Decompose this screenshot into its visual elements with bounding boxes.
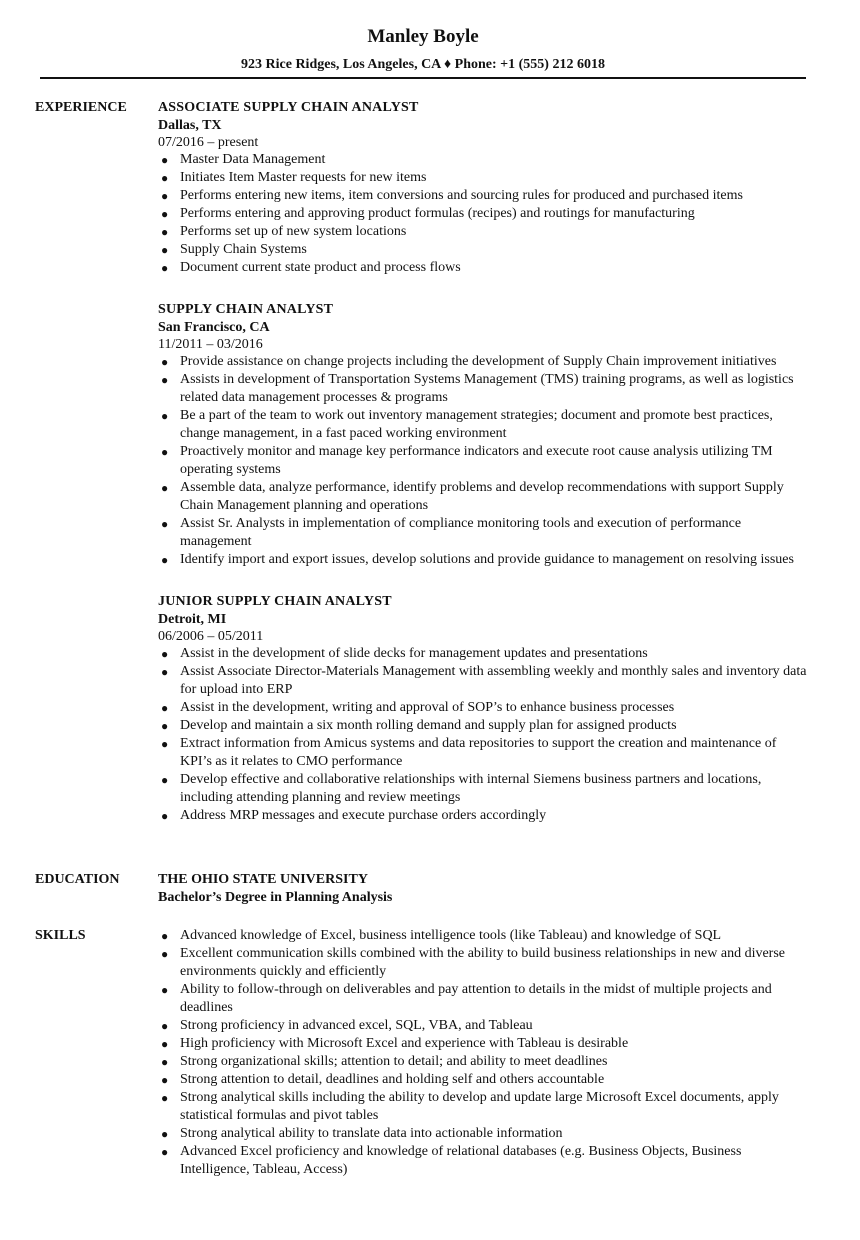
bullet-icon: ●: [161, 983, 169, 997]
list-item: ● Assemble data, analyze performance, identify problems and develop recommendations with support Supply Chain Management planning and operations: [161, 480, 784, 513]
education-body: [158, 871, 810, 907]
list-item: ● Strong proficiency in advanced excel, SQL, VBA, and Tableau: [161, 1018, 533, 1033]
job-bullets: [158, 645, 810, 825]
job-entry: [158, 301, 810, 569]
list-item: ● Advanced knowledge of Excel, business intelligence tools (like Tableau) and knowledge of SQL: [161, 928, 722, 943]
bullet-icon: ●: [161, 207, 169, 221]
list-item: ● Performs entering and approving product formulas (recipes) and routings for manufacturing: [161, 206, 695, 221]
bullet-icon: ●: [161, 1091, 169, 1105]
list-item: ● Master Data Management: [161, 152, 326, 167]
bullet-icon: ●: [161, 665, 169, 679]
bullet-icon: ●: [161, 1037, 169, 1051]
list-item: ● Address MRP messages and execute purchase orders accordingly: [161, 808, 547, 823]
bullet-icon: ●: [161, 409, 169, 423]
degree-name: Bachelor’s Degree in Planning Analysis: [158, 890, 393, 905]
list-item: ● Excellent communication skills combined with the ability to build business relationships in new and diverse environments quickly and efficiently: [161, 946, 786, 979]
job-dates: 07/2016 – present: [158, 135, 259, 150]
list-item: ● Strong organizational skills; attention to detail; and ability to meet deadlines: [161, 1054, 608, 1069]
candidate-name: Manley Boyle: [367, 26, 479, 47]
list-item: ● Initiates Item Master requests for new items: [161, 170, 427, 185]
job-dates: 11/2011 – 03/2016: [158, 337, 263, 352]
job-location: Detroit, MI: [158, 612, 227, 627]
bullet-icon: ●: [161, 153, 169, 167]
bullet-icon: ●: [161, 1127, 169, 1141]
list-item: ● Assist Sr. Analysts in implementation of compliance monitoring tools and execution of performance management: [161, 516, 742, 549]
bullet-icon: ●: [161, 1055, 169, 1069]
list-item: ● Performs entering new items, item conversions and sourcing rules for produced and purchased items: [161, 188, 743, 203]
job-bullets: [158, 353, 810, 569]
bullet-icon: ●: [161, 355, 169, 369]
job-location: San Francisco, CA: [158, 320, 270, 335]
bullet-icon: ●: [161, 647, 169, 661]
bullet-icon: ●: [161, 261, 169, 275]
bullet-icon: ●: [161, 809, 169, 823]
header-divider: [40, 77, 806, 79]
job-location: Dallas, TX: [158, 118, 222, 133]
bullet-icon: ●: [161, 225, 169, 239]
bullet-icon: ●: [161, 481, 169, 495]
list-item: ● Strong analytical skills including the ability to develop and update large Microsoft Excel documents, apply statistical formulas and pivot tables: [161, 1090, 779, 1123]
list-item: ● Assist in the development, writing and approval of SOP’s to enhance business processes: [161, 700, 675, 715]
job-title: SUPPLY CHAIN ANALYST: [158, 302, 334, 317]
list-item: ● Develop and maintain a six month rolling demand and supply plan for assigned products: [161, 718, 677, 733]
section-label-skills: SKILLS: [35, 928, 86, 943]
bullet-icon: ●: [161, 929, 169, 943]
list-item: ● Extract information from Amicus systems and data repositories to support the creation and maintenance of KPI’s as it relates to CMO performance: [161, 736, 777, 769]
list-item: ● Assist Associate Director-Materials Management with assembling weekly and monthly sales and inventory data for upload into ERP: [161, 664, 807, 697]
job-bullets: [158, 151, 810, 277]
list-item: ● Performs set up of new system locations: [161, 224, 407, 239]
bullet-icon: ●: [161, 553, 169, 567]
list-item: ● Strong analytical ability to translate data into actionable information: [161, 1126, 563, 1141]
list-item: ● Provide assistance on change projects including the development of Supply Chain improvement initiatives: [161, 354, 777, 369]
school-name: THE OHIO STATE UNIVERSITY: [158, 872, 368, 887]
job-entry: [158, 593, 810, 825]
bullet-icon: ●: [161, 517, 169, 531]
section-label-experience: EXPERIENCE: [35, 100, 127, 115]
list-item: ● Proactively monitor and manage key performance indicators and execute root cause analysis utilizing TM operating systems: [161, 444, 773, 477]
bullet-icon: ●: [161, 171, 169, 185]
list-item: ● Assist in the development of slide decks for management updates and presentations: [161, 646, 648, 661]
section-label-education: EDUCATION: [35, 872, 120, 887]
experience-body: [158, 99, 810, 849]
list-item: ● Develop effective and collaborative relationships with internal Siemens business partners and locations, including attending planning and review meetings: [161, 772, 762, 805]
bullet-icon: ●: [161, 1145, 169, 1159]
job-title: JUNIOR SUPPLY CHAIN ANALYST: [158, 594, 392, 609]
job-dates: 06/2006 – 05/2011: [158, 629, 264, 644]
resume-header: [40, 24, 806, 74]
bullet-icon: ●: [161, 947, 169, 961]
list-item: ● Strong attention to detail, deadlines and holding self and others accountable: [161, 1072, 605, 1087]
list-item: ● Identify import and export issues, develop solutions and provide guidance to management on resolving issues: [161, 552, 794, 567]
bullet-icon: ●: [161, 445, 169, 459]
list-item: ● Advanced Excel proficiency and knowledge of relational databases (e.g. Business Objects, Business Intelligence, Tableau, Access): [161, 1144, 742, 1177]
bullet-icon: ●: [161, 773, 169, 787]
bullet-icon: ●: [161, 737, 169, 751]
list-item: ● High proficiency with Microsoft Excel and experience with Tableau is desirable: [161, 1036, 629, 1051]
list-item: ● Assists in development of Transportation Systems Management (TMS) training programs, as well as logistics related data management processes & programs: [161, 372, 794, 405]
list-item: ● Ability to follow-through on deliverables and pay attention to details in the midst of multiple projects and deadlines: [161, 982, 772, 1015]
skills-body: [158, 927, 810, 1179]
skills-bullets: [158, 927, 810, 1179]
list-item: ● Document current state product and process flows: [161, 260, 461, 275]
bullet-icon: ●: [161, 1073, 169, 1087]
bullet-icon: ●: [161, 701, 169, 715]
bullet-icon: ●: [161, 243, 169, 257]
bullet-icon: ●: [161, 719, 169, 733]
list-item: ● Be a part of the team to work out inventory management strategies; document and promote best practices, change management, in a fast paced working environment: [161, 408, 773, 441]
bullet-icon: ●: [161, 373, 169, 387]
job-title: ASSOCIATE SUPPLY CHAIN ANALYST: [158, 100, 419, 115]
contact-line: 923 Rice Ridges, Los Angeles, CA ♦ Phone: +1 (555) 212 6018: [241, 57, 605, 72]
job-entry: [158, 99, 810, 277]
bullet-icon: ●: [161, 1019, 169, 1033]
list-item: ● Supply Chain Systems: [161, 242, 307, 257]
bullet-icon: ●: [161, 189, 169, 203]
